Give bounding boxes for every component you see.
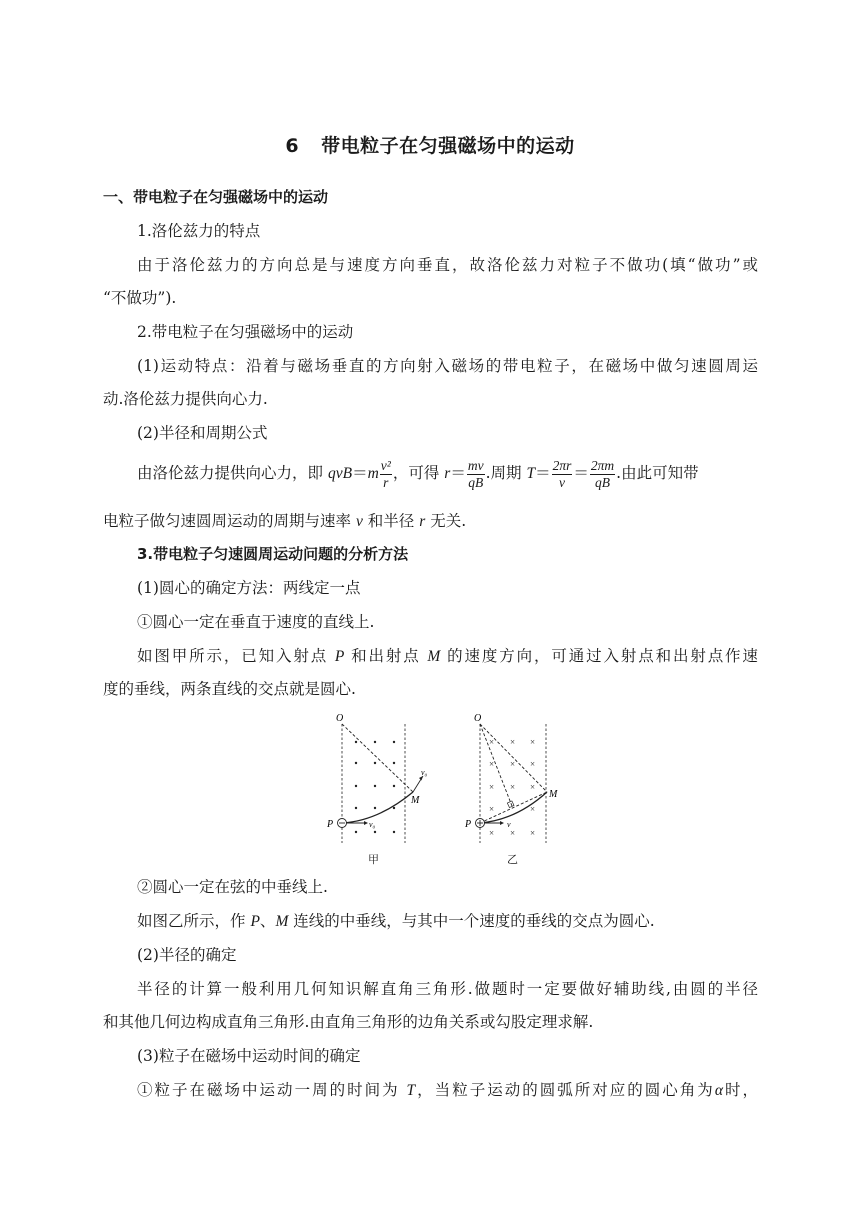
- formula-qvb: qvB: [327, 465, 353, 482]
- formula-intro: 由洛伦兹力提供向心力，即: [137, 464, 324, 482]
- var-r: r: [419, 513, 426, 530]
- paragraph-line: ①圆心一定在垂直于速度的直线上.: [137, 613, 375, 631]
- var-p: P: [250, 913, 260, 930]
- paragraph-line: [137, 645, 758, 668]
- formula-text: .由此可知带: [616, 464, 699, 482]
- fraction-denominator: qB: [468, 474, 484, 490]
- paragraph-line: [137, 910, 758, 933]
- subheading-analysis: 3.带电粒子匀速圆周运动问题的分析方法: [137, 545, 409, 563]
- paragraph-line: [137, 1079, 758, 1102]
- text-span: 电粒子做匀速圆周运动的周期与速率: [103, 512, 352, 530]
- label-o: O: [336, 713, 344, 724]
- fraction-2pim-over-qb: [590, 458, 615, 491]
- svg-text:×: ×: [530, 804, 536, 814]
- svg-text:×: ×: [489, 759, 495, 769]
- text-span: 的速度方向，可通过入射点和出射点作速: [447, 647, 758, 665]
- subheading-lorentz-features: 1.洛伦兹力的特点: [137, 222, 261, 240]
- subheading-motion: 2.带电粒子在匀强磁场中的运动: [137, 323, 354, 341]
- text-span: 连线的中垂线，与其中一个速度的垂线的交点为圆心.: [293, 912, 655, 930]
- label-v: v: [507, 820, 511, 829]
- fraction-mv-over-qb: [467, 458, 485, 491]
- fraction-denominator: v: [559, 474, 565, 490]
- paragraph-line: ②圆心一定在弦的中垂线上.: [137, 878, 328, 896]
- item-heading: (2)半径的确定: [137, 946, 237, 964]
- title-number: 6: [285, 135, 300, 157]
- var-t: T: [406, 1082, 416, 1099]
- label-p: P: [465, 819, 472, 830]
- paragraph-line: 度的垂线，两条直线的交点就是圆心.: [103, 680, 356, 698]
- paragraph-line: [103, 510, 758, 533]
- paragraph-line: (1)运动特点：沿着与磁场垂直的方向射入磁场的带电粒子，在磁场中做匀速圆周运: [137, 357, 758, 375]
- fraction-2pir-over-v: [552, 458, 573, 491]
- text-span: 无关.: [430, 512, 467, 530]
- text-span: 如图甲所示，已知入射点: [137, 647, 329, 665]
- text-span: 和出射点: [351, 647, 421, 665]
- figure-diagrams: [318, 708, 568, 868]
- svg-text:×: ×: [489, 737, 495, 747]
- formula-line: [137, 453, 758, 494]
- paragraph-line: 由于洛伦兹力的方向总是与速度方向垂直，故洛伦兹力对粒子不做功(填“做功”或: [137, 256, 758, 274]
- text-span: 如图乙所示，作: [137, 912, 246, 930]
- equals-sign: ＝: [352, 464, 368, 482]
- label-m: M: [411, 795, 420, 806]
- page-title: [0, 131, 860, 158]
- paragraph-line: 和其他几何边构成直角三角形.由直角三角形的边角关系或勾股定理求解.: [103, 1013, 594, 1031]
- title-text: 带电粒子在匀强磁场中的运动: [321, 135, 575, 157]
- formula-r: r: [444, 465, 451, 482]
- svg-text:×: ×: [489, 804, 495, 814]
- svg-text:×: ×: [530, 737, 536, 747]
- physics-diagram: [318, 708, 568, 868]
- item-heading: (3)粒子在磁场中运动时间的确定: [137, 1047, 361, 1065]
- var-m: M: [427, 648, 441, 665]
- fraction-v2-over-r: [380, 458, 392, 491]
- var-v: v: [355, 513, 363, 530]
- formula-text: .周期: [485, 464, 522, 482]
- fraction-numerator: v²: [380, 457, 391, 473]
- text-span: 时，: [722, 1081, 758, 1099]
- label-m: M: [549, 789, 558, 800]
- formula-text: ，可得: [392, 464, 440, 482]
- caption-yi: 乙: [507, 853, 518, 866]
- fraction-numerator: mv: [467, 457, 484, 473]
- paragraph-line: 半径的计算一般利用几何知识解直角三角形.做题时一定要做好辅助线,由圆的半径: [137, 980, 758, 998]
- text-span: ，当粒子运动的圆弧所对应的圆心角为: [415, 1081, 715, 1099]
- formula-m: m: [367, 465, 379, 482]
- diagram-jia: [326, 713, 428, 843]
- diagram-yi: [464, 713, 558, 843]
- text-span: ①粒子在磁场中运动一周的时间为: [137, 1081, 400, 1099]
- svg-text:×: ×: [510, 759, 516, 769]
- paragraph-line: 动.洛伦兹力提供向心力.: [103, 390, 268, 408]
- equals-sign: ＝: [535, 464, 551, 482]
- svg-text:×: ×: [489, 782, 495, 792]
- svg-text:×: ×: [530, 782, 536, 792]
- var-alpha: α: [714, 1082, 723, 1099]
- label-o: O: [474, 713, 482, 724]
- item-heading: (1)圆心的确定方法：两线定一点: [137, 579, 361, 597]
- svg-text:×: ×: [510, 782, 516, 792]
- section-heading: 一、带电粒子在匀强磁场中的运动: [103, 188, 329, 206]
- var-p: P: [334, 648, 345, 665]
- item-heading: (2)半径和周期公式: [137, 424, 268, 442]
- fraction-denominator: qB: [595, 474, 611, 490]
- svg-text:×: ×: [489, 828, 495, 838]
- equals-sign: ＝: [573, 464, 589, 482]
- fraction-denominator: r: [383, 474, 389, 490]
- paragraph-line: “不做功”).: [103, 289, 177, 307]
- formula-t: T: [526, 465, 536, 482]
- label-v0-bottom: v₀: [369, 820, 376, 829]
- svg-text:×: ×: [510, 828, 516, 838]
- svg-text:×: ×: [510, 737, 516, 747]
- fraction-numerator: 2πm: [590, 457, 615, 473]
- text-span: 和半径: [367, 512, 415, 530]
- equals-sign: ＝: [450, 464, 466, 482]
- fraction-numerator: 2πr: [552, 457, 572, 473]
- var-m: M: [275, 913, 289, 930]
- label-v0-top: v₀: [421, 768, 428, 777]
- svg-text:×: ×: [530, 828, 536, 838]
- svg-text:×: ×: [530, 759, 536, 769]
- caption-jia: 甲: [368, 853, 379, 866]
- text-span: 、: [259, 912, 276, 930]
- label-p: P: [327, 819, 334, 830]
